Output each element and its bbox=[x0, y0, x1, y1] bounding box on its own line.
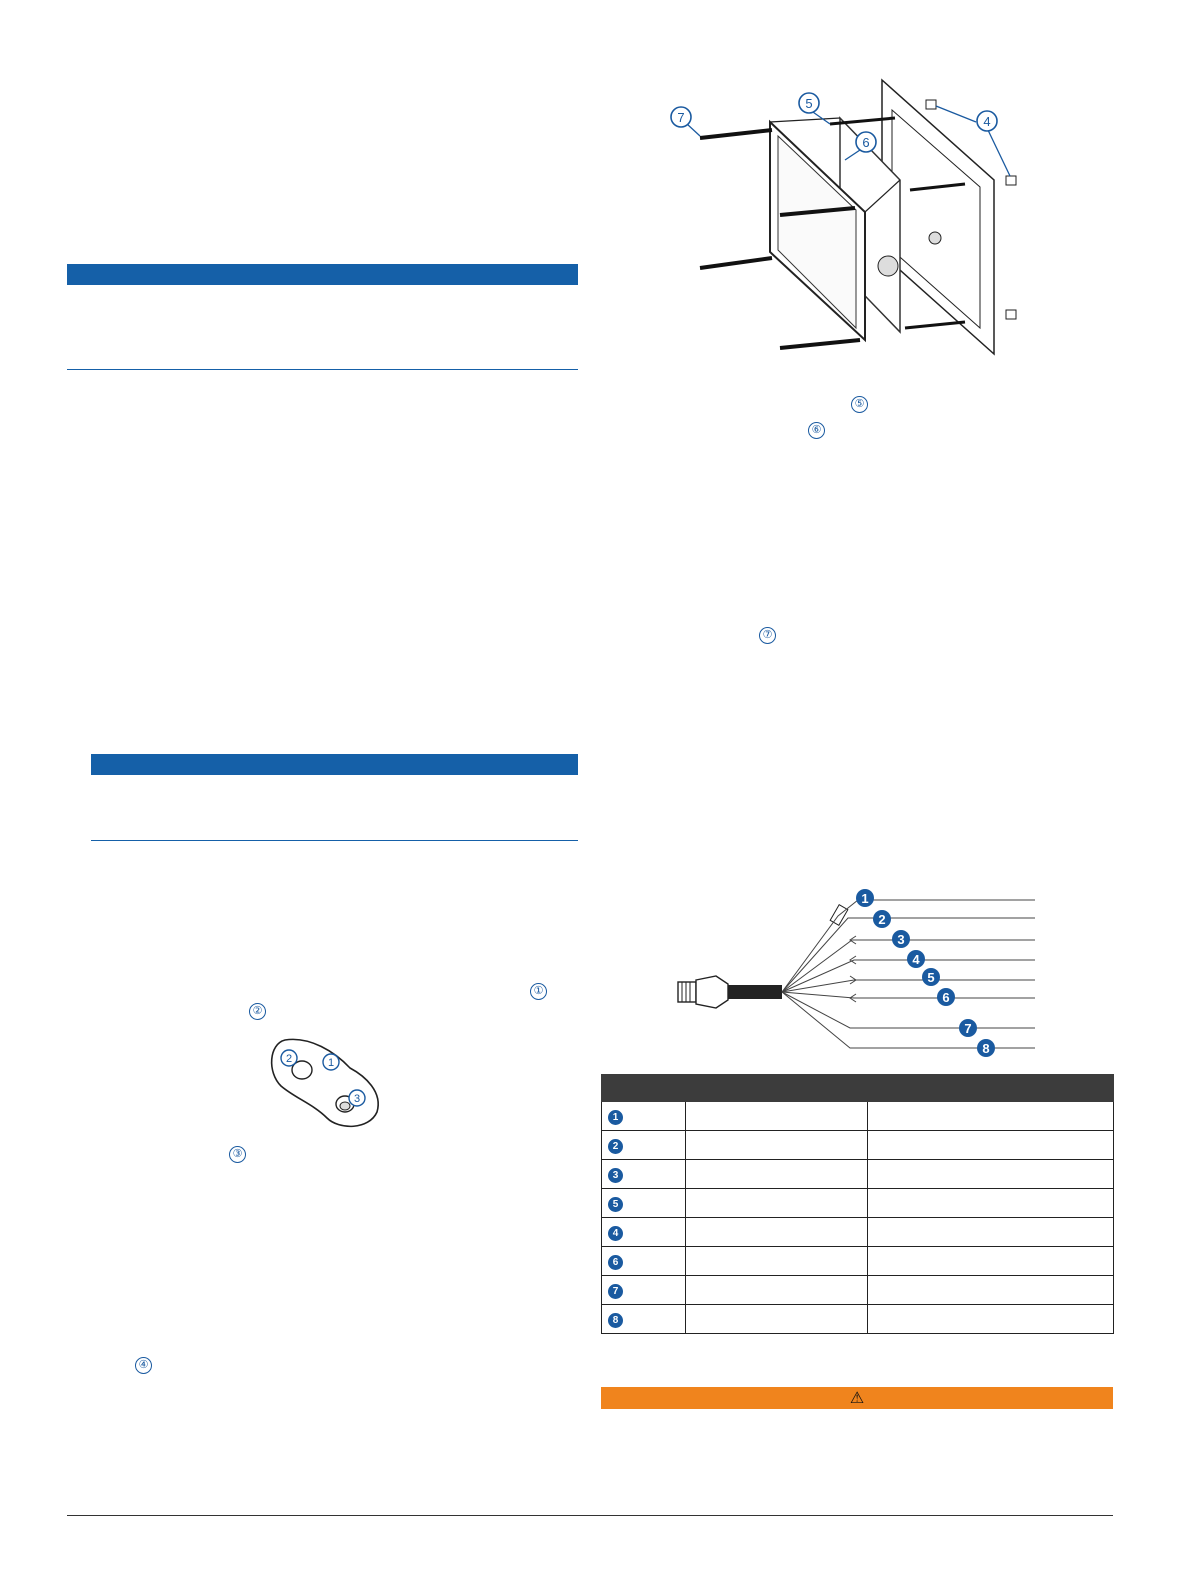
inline-callout-1: ① bbox=[530, 983, 547, 1000]
harness-callout-7: 7 bbox=[964, 1021, 972, 1036]
callout-1 bbox=[323, 1054, 339, 1070]
table-row bbox=[602, 1247, 1114, 1276]
harness-connector bbox=[678, 982, 696, 1002]
svg-text:2: 2 bbox=[285, 1053, 293, 1065]
harness-callout-2: 2 bbox=[878, 912, 886, 927]
inline-callout-2: ② bbox=[249, 1003, 266, 1020]
item-number-badge: 4 bbox=[608, 1226, 623, 1241]
callout-7 bbox=[671, 107, 691, 127]
notice-bottom-rule-2 bbox=[91, 840, 578, 841]
harness-cable bbox=[728, 985, 782, 999]
item-number-badge: 1 bbox=[608, 1110, 623, 1125]
harness-callout-1: 1 bbox=[861, 891, 869, 906]
mount-clip bbox=[1006, 310, 1016, 319]
inline-callout-5: ⑤ bbox=[851, 396, 868, 413]
mount-clip bbox=[926, 100, 936, 109]
flush-mount-illustration bbox=[660, 70, 1060, 370]
notice-header-bar-2 bbox=[91, 754, 578, 775]
svg-text:3: 3 bbox=[353, 1093, 361, 1105]
svg-text:6: 6 bbox=[862, 135, 870, 150]
notice-bottom-rule bbox=[67, 369, 578, 370]
table-row bbox=[602, 1160, 1114, 1189]
inline-callout-4: ④ bbox=[135, 1357, 152, 1374]
table-row bbox=[602, 1305, 1114, 1334]
wiring-harness-illustration bbox=[670, 888, 1040, 1058]
screw bbox=[700, 130, 772, 138]
screw bbox=[780, 340, 860, 348]
item-number-badge: 8 bbox=[608, 1313, 623, 1328]
svg-text:4: 4 bbox=[983, 114, 991, 129]
harness-callouts bbox=[856, 889, 995, 1057]
harness-callout-4: 4 bbox=[912, 952, 920, 967]
warning-header-bar bbox=[601, 1387, 1113, 1409]
callout-2 bbox=[281, 1050, 297, 1066]
wire-table-header bbox=[602, 1075, 1114, 1102]
item-number-badge: 6 bbox=[608, 1255, 623, 1270]
wire-table bbox=[601, 1074, 1114, 1334]
callout-5 bbox=[799, 93, 819, 113]
svg-text:1: 1 bbox=[327, 1057, 335, 1069]
svg-text:7: 7 bbox=[677, 110, 685, 125]
item-number-badge: 2 bbox=[608, 1139, 623, 1154]
harness-callout-5: 5 bbox=[927, 970, 935, 985]
table-row bbox=[602, 1131, 1114, 1160]
callout-6 bbox=[856, 132, 876, 152]
mount-clip bbox=[1006, 176, 1016, 185]
svg-text:5: 5 bbox=[805, 96, 813, 111]
screw bbox=[905, 322, 965, 328]
item-number-badge: 7 bbox=[608, 1284, 623, 1299]
table-row bbox=[602, 1189, 1114, 1218]
screw bbox=[700, 258, 772, 268]
table-row bbox=[602, 1218, 1114, 1247]
harness-callout-3: 3 bbox=[897, 932, 905, 947]
harness-callout-6: 6 bbox=[942, 990, 950, 1005]
harness-callout-8: 8 bbox=[982, 1041, 990, 1056]
footer-rule bbox=[67, 1515, 1113, 1516]
inline-callout-3: ③ bbox=[229, 1146, 246, 1163]
item-number-badge: 5 bbox=[608, 1197, 623, 1212]
notice-header-bar bbox=[67, 264, 578, 285]
washer-illustration bbox=[265, 1034, 390, 1134]
warning-triangle-icon: ⚠ bbox=[849, 1390, 865, 1407]
callout-4 bbox=[977, 111, 997, 131]
table-row bbox=[602, 1102, 1114, 1131]
callout-3 bbox=[349, 1090, 365, 1106]
table-row bbox=[602, 1276, 1114, 1305]
inline-callout-7: ⑦ bbox=[759, 627, 776, 644]
inline-callout-6: ⑥ bbox=[808, 422, 825, 439]
item-number-badge: 3 bbox=[608, 1168, 623, 1183]
